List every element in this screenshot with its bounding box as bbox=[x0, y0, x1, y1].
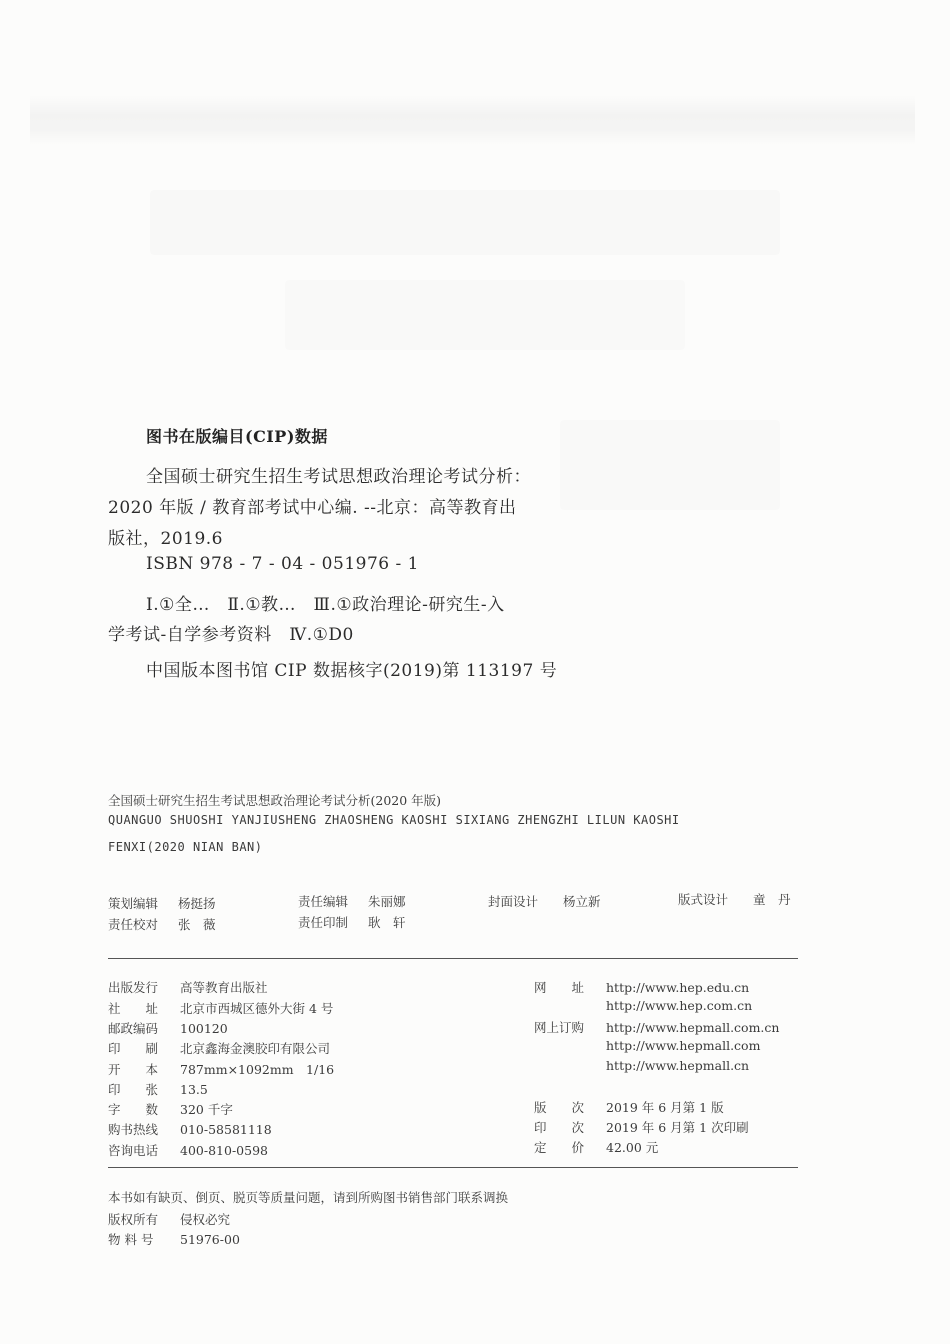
publisher-value: 北京鑫海金澳胶印有限公司 bbox=[180, 1041, 331, 1056]
publisher-label: 开 本 bbox=[108, 1062, 159, 1077]
staff-entry bbox=[488, 892, 601, 910]
cip-classification: 学考试-自学参考资料 Ⅳ.①D0 bbox=[108, 625, 354, 645]
staff-entry bbox=[298, 913, 406, 931]
divider bbox=[108, 1167, 798, 1168]
rights-label: 版权所有 bbox=[108, 1212, 159, 1227]
publisher-row bbox=[108, 999, 333, 1017]
staff-entry bbox=[108, 915, 216, 933]
publisher-value: 13.5 bbox=[180, 1082, 208, 1097]
staff-value: 童 丹 bbox=[753, 892, 791, 907]
price-value: 42.00 元 bbox=[606, 1140, 659, 1155]
publisher-row bbox=[108, 1019, 228, 1037]
publisher-label: 购书热线 bbox=[108, 1122, 159, 1137]
publisher-label: 网上订购 bbox=[534, 1020, 585, 1035]
publisher-row bbox=[534, 1098, 724, 1116]
edition-value: 2019 年 6 月第 1 版 bbox=[606, 1100, 724, 1115]
quality-notice: 本书如有缺页、倒页、脱页等质量问题，请到所购图书销售部门联系调换 bbox=[108, 1190, 509, 1205]
publisher-value: 320 千字 bbox=[180, 1102, 233, 1117]
publisher-row bbox=[534, 1118, 749, 1136]
publisher-label: 定 价 bbox=[534, 1140, 585, 1155]
material-label: 物 料 号 bbox=[108, 1232, 154, 1247]
publisher-label: 印 次 bbox=[534, 1120, 585, 1135]
website-link[interactable]: http://www.hep.edu.cn bbox=[606, 980, 750, 995]
publisher-row bbox=[534, 1018, 779, 1036]
publisher-row bbox=[534, 978, 749, 996]
order-link[interactable]: http://www.hepmall.com bbox=[606, 1038, 761, 1053]
staff-value: 耿 轩 bbox=[368, 915, 406, 930]
staff-label: 责任编辑 bbox=[298, 894, 349, 909]
divider bbox=[108, 958, 798, 959]
publisher-label: 咨询电话 bbox=[108, 1143, 159, 1158]
publisher-row bbox=[534, 1138, 658, 1156]
publisher-label: 字 数 bbox=[108, 1102, 159, 1117]
cip-record-number: 中国版本图书馆 CIP 数据核字(2019)第 113197 号 bbox=[146, 661, 558, 681]
publisher-row bbox=[606, 1038, 760, 1053]
staff-entry bbox=[298, 892, 406, 910]
order-link[interactable]: http://www.hepmall.com.cn bbox=[606, 1020, 780, 1035]
material-row bbox=[108, 1230, 240, 1248]
staff-value: 朱丽娜 bbox=[368, 894, 406, 909]
publisher-row bbox=[108, 1120, 272, 1138]
publisher-row bbox=[108, 1039, 330, 1057]
staff-label: 责任印制 bbox=[298, 915, 349, 930]
staff-label: 版式设计 bbox=[678, 892, 729, 907]
cip-title-line: 2020 年版 / 教育部考试中心编. --北京：高等教育出 bbox=[108, 498, 517, 518]
staff-value: 张 薇 bbox=[178, 917, 216, 932]
book-title-pinyin: QUANGUO SHUOSHI YANJIUSHENG ZHAOSHENG KAOSHI SIXIANG ZHENGZHI LILUN KAOSHI bbox=[108, 813, 680, 827]
publisher-label: 网 址 bbox=[534, 980, 585, 995]
publisher-value: 400-810-0598 bbox=[180, 1143, 268, 1158]
staff-value: 杨立新 bbox=[563, 894, 601, 909]
rights-value: 侵权必究 bbox=[180, 1212, 231, 1227]
publisher-value: 高等教育出版社 bbox=[180, 980, 268, 995]
staff-value: 杨挺扬 bbox=[178, 896, 216, 911]
cip-heading: 图书在版编目(CIP)数据 bbox=[146, 427, 328, 446]
staff-entry bbox=[678, 890, 791, 908]
cip-classification: Ⅰ.①全… Ⅱ.①教… Ⅲ.①政治理论-研究生-入 bbox=[146, 595, 505, 615]
publisher-label: 社 址 bbox=[108, 1001, 159, 1016]
staff-label: 封面设计 bbox=[488, 894, 539, 909]
website-link[interactable]: http://www.hep.com.cn bbox=[606, 998, 753, 1013]
publisher-label: 邮政编码 bbox=[108, 1021, 159, 1036]
publisher-row bbox=[606, 1058, 749, 1073]
cip-isbn: ISBN 978 - 7 - 04 - 051976 - 1 bbox=[146, 554, 419, 574]
publisher-value: 787mm×1092mm 1/16 bbox=[180, 1062, 335, 1077]
publisher-row bbox=[108, 1080, 208, 1098]
book-title-pinyin: FENXI(2020 NIAN BAN) bbox=[108, 840, 263, 854]
publisher-label: 印 张 bbox=[108, 1082, 159, 1097]
publisher-value: 100120 bbox=[180, 1021, 228, 1036]
publisher-row bbox=[108, 1141, 268, 1159]
publisher-row bbox=[606, 998, 752, 1013]
show-through-shape bbox=[560, 420, 780, 510]
publisher-row bbox=[108, 1060, 334, 1078]
show-through-band bbox=[30, 95, 915, 145]
rights-row bbox=[108, 1210, 230, 1228]
show-through-shape bbox=[150, 190, 780, 255]
publisher-label: 印 刷 bbox=[108, 1041, 159, 1056]
show-through-shape bbox=[285, 280, 685, 350]
publisher-label: 版 次 bbox=[534, 1100, 585, 1115]
publisher-value: 北京市西城区德外大街 4 号 bbox=[180, 1001, 334, 1016]
publisher-label: 出版发行 bbox=[108, 980, 159, 995]
publisher-value: 010-58581118 bbox=[180, 1122, 272, 1137]
staff-entry bbox=[108, 894, 216, 912]
book-title-cn: 全国硕士研究生招生考试思想政治理论考试分析(2020 年版) bbox=[108, 793, 442, 808]
publisher-row bbox=[108, 1100, 233, 1118]
order-link[interactable]: http://www.hepmall.cn bbox=[606, 1058, 750, 1073]
cip-title-line: 全国硕士研究生招生考试思想政治理论考试分析： bbox=[146, 467, 531, 487]
publisher-row bbox=[108, 978, 268, 996]
staff-label: 策划编辑 bbox=[108, 896, 159, 911]
staff-label: 责任校对 bbox=[108, 917, 159, 932]
print-value: 2019 年 6 月第 1 次印刷 bbox=[606, 1120, 749, 1135]
cip-title-line: 版社，2019.6 bbox=[108, 529, 223, 549]
material-value: 51976-00 bbox=[180, 1232, 240, 1247]
